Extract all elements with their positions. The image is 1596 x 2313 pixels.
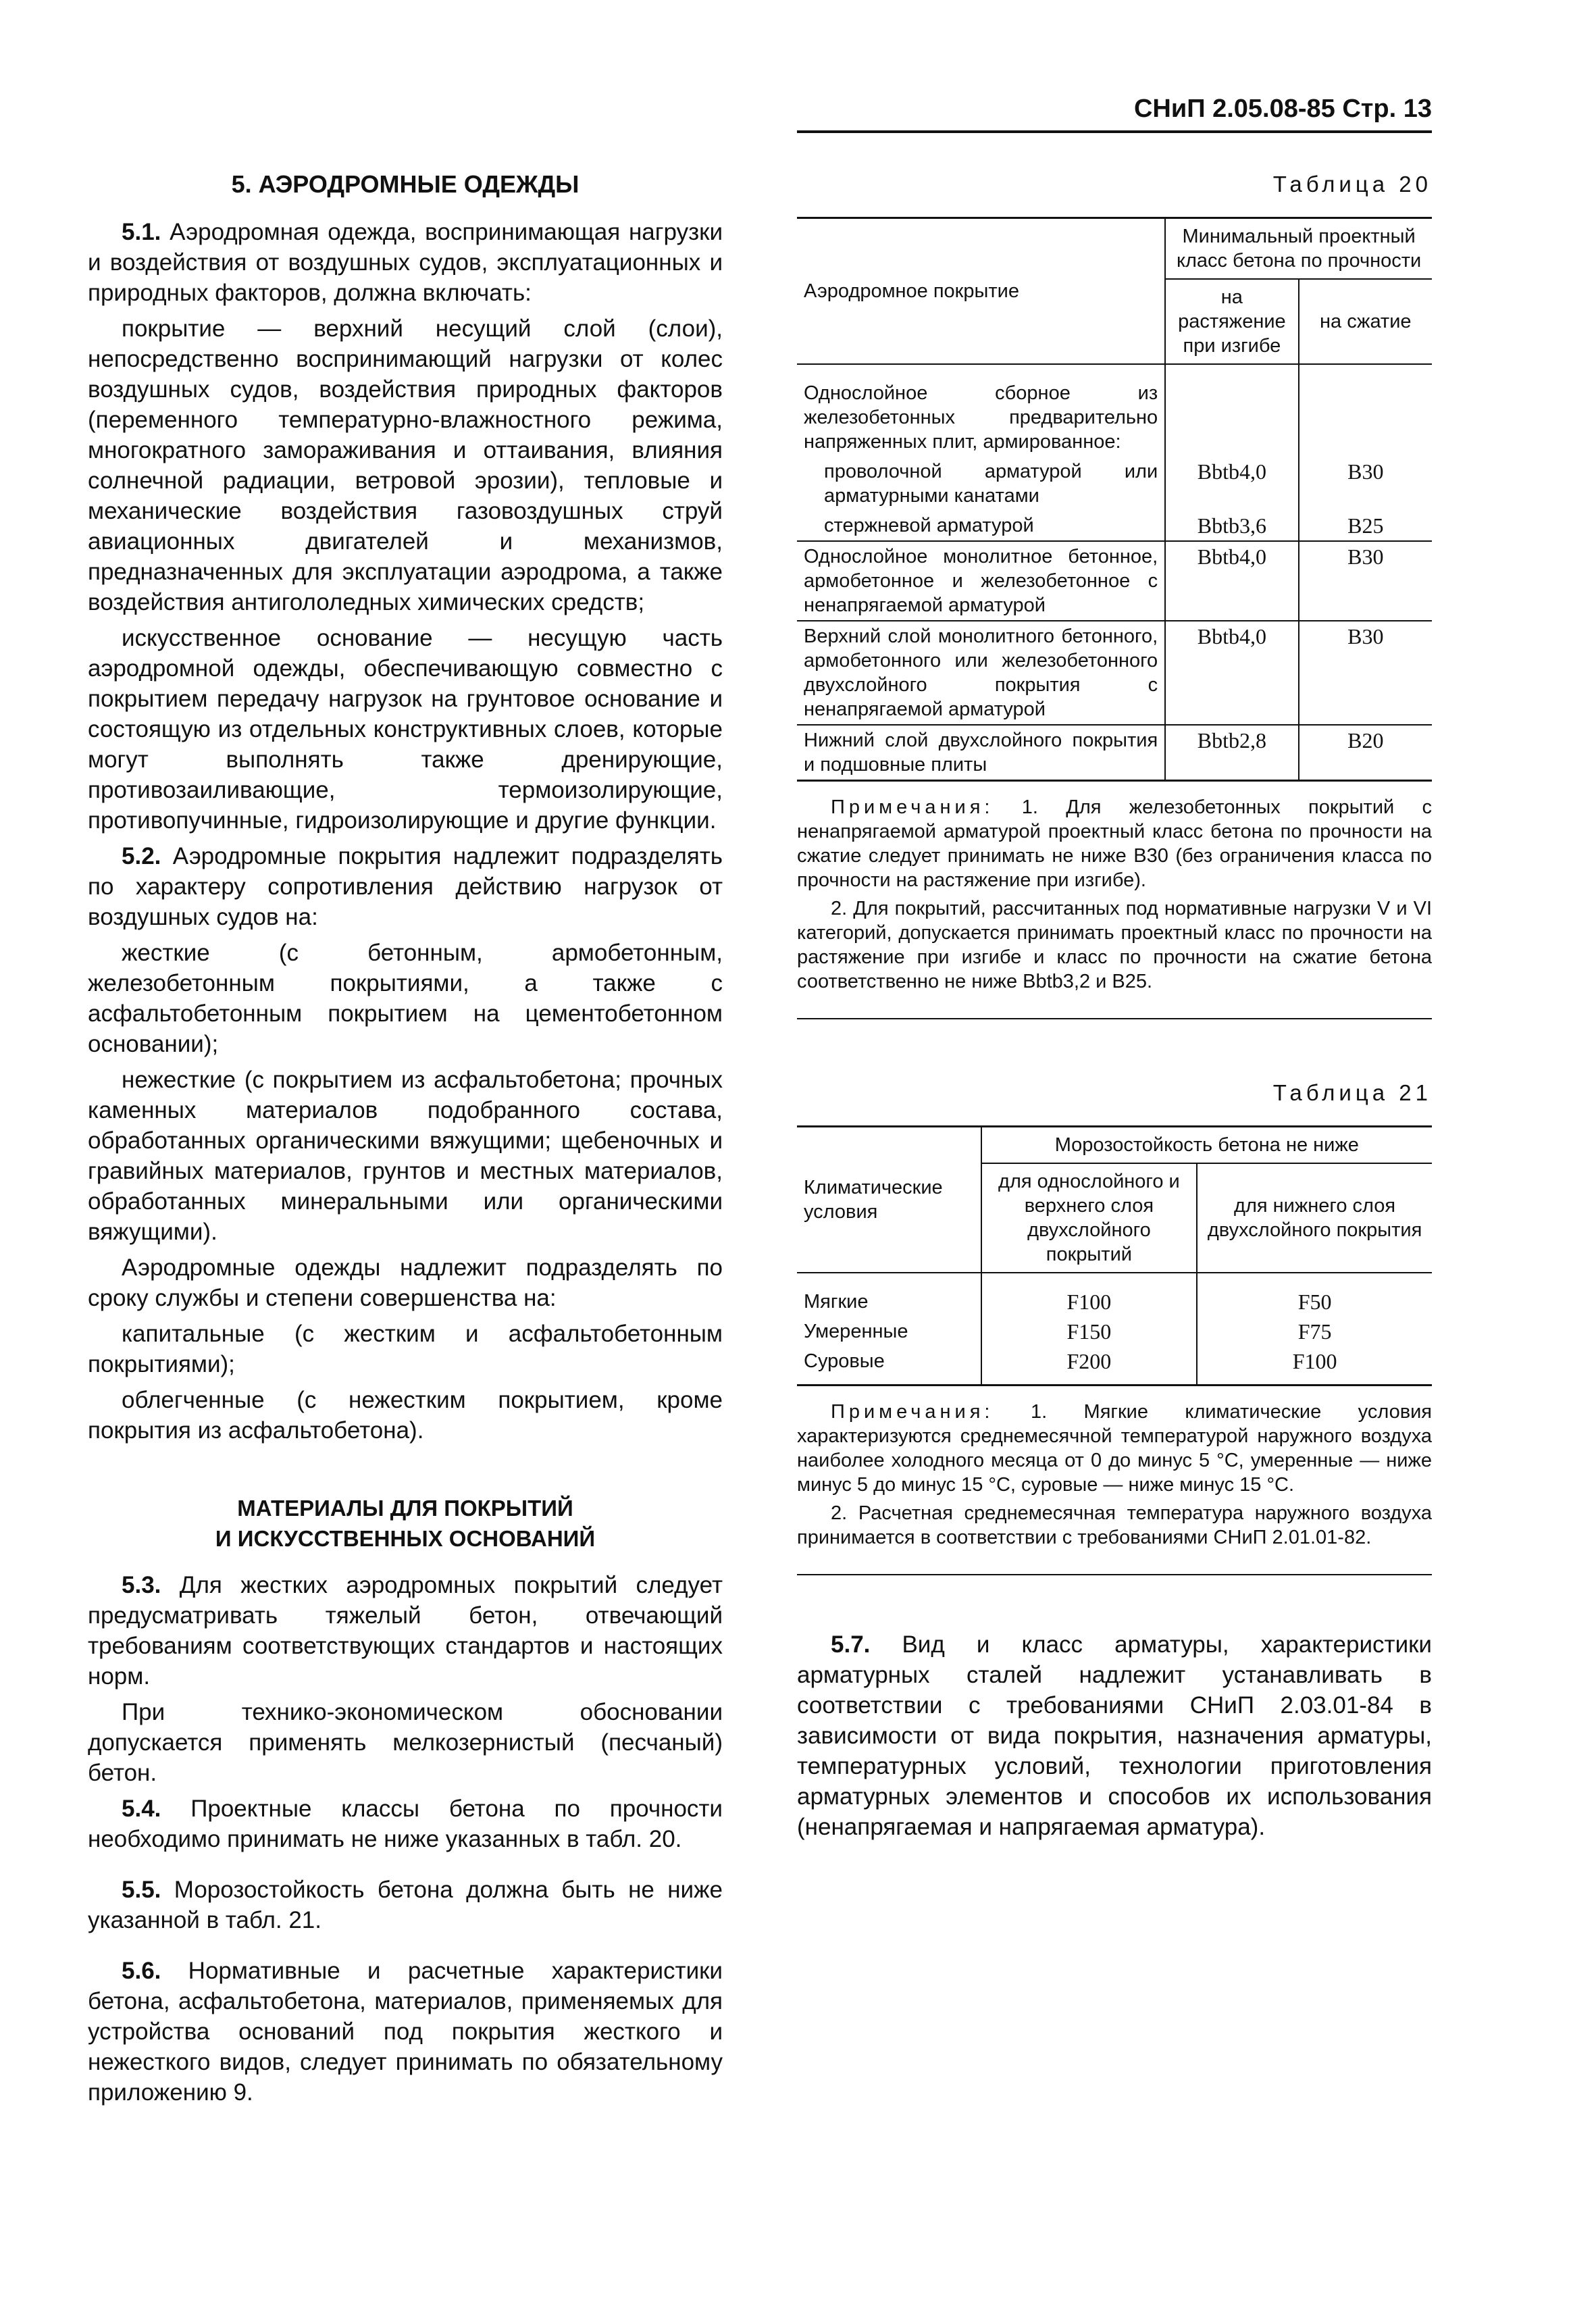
left-column: [88, 169, 723, 2113]
note-1: [797, 1400, 1432, 1497]
table-20-caption: Таблица 20: [1272, 172, 1432, 197]
subsection-title-line-1: МАТЕРИАЛЫ ДЛЯ ПОКРЫТИЙ: [237, 1496, 573, 1521]
paragraph-5-5: [88, 1875, 723, 1935]
table-cell: B30: [1299, 621, 1432, 725]
table-cell: F75: [1197, 1317, 1432, 1346]
table-cell: Bbtb4,0: [1165, 541, 1298, 621]
paragraph-5-2-d: капитальные (с жестким и асфальтобетонным покрытиями);: [88, 1321, 723, 1377]
paragraph-5-3-b: При технико-экономическом обосновании допускается применять мелкозернистый (песчаный) бетон.: [88, 1699, 723, 1786]
clause-text: Для жестких аэродромных покрытий следует предусматривать тяжелый бетон, отвечающий требованиям соответствующих стандартов и настоящих норм.: [88, 1572, 723, 1689]
table-21-notes: [797, 1400, 1432, 1550]
table-header-row: [797, 1127, 1432, 1164]
clause-number: 5.4.: [122, 1796, 161, 1822]
divider-line: [797, 1018, 1432, 1019]
clause-text: Морозостойкость бетона должна быть не ниже указанной в табл. 21.: [88, 1877, 723, 1933]
note-2: 2. Для покрытий, рассчитанных под нормативные нагрузки V и VI категорий, допускается принимать проектный класс по прочности на растяжение при изгибе и класс по прочности на сжатие бетона соответственно не ниже Bbtb3,2 и B25.: [797, 898, 1432, 992]
table-row: [797, 1273, 1432, 1317]
table-cell: Верхний слой монолитного бетонного, армобетонного или железобетонного двухслойного покрытия с ненапрягаемой арматурой: [797, 621, 1165, 725]
table-cell: [1299, 364, 1432, 457]
section-title: 5. АЭРОДРОМНЫЕ ОДЕЖДЫ: [231, 170, 580, 198]
page-header: СНиП 2.05.08-85 Стр. 13: [797, 95, 1432, 133]
table-cell: F100: [981, 1273, 1198, 1317]
table-row: [797, 1346, 1432, 1386]
table-cell: B30: [1299, 541, 1432, 621]
table-cell: Bbtb4,0: [1165, 457, 1298, 511]
table-row: [797, 457, 1432, 511]
subsection-title-line-2: И ИСКУССТВЕННЫХ ОСНОВАНИЙ: [215, 1526, 596, 1551]
table-20: [797, 217, 1432, 782]
table-cell: Нижний слой двухслойного покрытия и подшовные плиты: [797, 725, 1165, 781]
paragraph-5-2-e: облегченные (с нежестким покрытием, кроме покрытия из асфальтобетона).: [88, 1387, 723, 1444]
table-cell: Bbtb4,0: [1165, 621, 1298, 725]
paragraph-5-2-c: Аэродромные одежды надлежит подразделять по сроку службы и степени совершенства на:: [88, 1254, 723, 1311]
paragraph-5-1: [88, 217, 723, 308]
table-header-cell: для нижнего слоя двухслойного покрытия: [1197, 1163, 1432, 1273]
right-column: [797, 169, 1432, 1848]
note-text: 1. Для железобетонных покрытий с ненапрягаемой арматурой проектный класс бетона по прочности на сжатие следует принимать не ниже B30 (без ограничения класса по прочности на растяжение при изгибе).: [797, 796, 1432, 891]
paragraph-5-4: [88, 1794, 723, 1854]
note-2: 2. Расчетная среднемесячная температура наружного воздуха принимается в соответствии с требованиями СНиП 2.01.01-82.: [797, 1502, 1432, 1548]
clause-text: Аэродромные покрытия надлежит подразделять по характеру сопротивления действию нагрузок от воздушных судов на:: [88, 843, 723, 930]
clause-number: 5.1.: [122, 219, 161, 245]
paragraph-5-3: [88, 1570, 723, 1692]
table-row: [797, 541, 1432, 621]
note-label: Примечания:: [831, 1401, 994, 1423]
table-header-cell: на растяжение при изгибе: [1165, 279, 1298, 364]
paragraph-5-7: [797, 1629, 1432, 1842]
clause-text: Проектные классы бетона по прочности необходимо принимать не ниже указанных в табл. 20.: [88, 1796, 723, 1852]
paragraph-5-1-a: покрытие — верхний несущий слой (слои), непосредственно воспринимающий нагрузки от колес воздушных судов, воздействия природных факторов (переменного температурно-влажностного режима, многократного замораживания и оттаивания, влияния солнечной радиации, ветровой эрозии), тепловые и механические воздействия газовоздушных струй авиационных двигателей и механизмов, предназначенных для эксплуатации аэродрома, а также воздействия антигололедных химических средств;: [88, 315, 723, 615]
table-cell: Однослойное сборное из железобетонных предварительно напряженных плит, армированное:: [797, 364, 1165, 457]
paragraph-5-2-a: жесткие (с бетонным, армобетонным, железобетонным покрытиями, а также с асфальтобетонным покрытием на цементобетонном основании);: [88, 940, 723, 1057]
table-cell: F100: [1197, 1346, 1432, 1386]
subsection-title: [88, 1493, 723, 1554]
table-cell: F50: [1197, 1273, 1432, 1317]
note-text: 1. Мягкие климатические условия характеризуются среднемесячной температурой наружного воздуха наиболее холодного месяца от 0 до минус 5 °С, умеренные — ниже минус 5 до минус 15 °С, суровые — ниже минус 15 °С.: [797, 1401, 1433, 1496]
table-21: [797, 1125, 1432, 1386]
table-header-cell: Морозостойкость бетона не ниже: [981, 1127, 1432, 1164]
table-header-cell: Минимальный проектный класс бетона по прочности: [1165, 218, 1432, 280]
clause-number: 5.2.: [122, 843, 161, 869]
table-cell: Суровые: [797, 1346, 981, 1386]
table-cell: Bbtb2,8: [1165, 725, 1298, 781]
paragraph-5-2: [88, 841, 723, 932]
table-row: [797, 1317, 1432, 1346]
table-cell: стержневой арматурой: [797, 511, 1165, 541]
table-20-notes: [797, 795, 1432, 994]
table-header-row: [797, 218, 1432, 280]
table-row: [797, 621, 1432, 725]
clause-number: 5.7.: [831, 1631, 871, 1658]
paragraph-5-2-b: нежесткие (с покрытием из асфальтобетона; прочных каменных материалов подобранного состава, обработанных органическими вяжущими; щебеночных и гравийных материалов, грунтов и местных материалов, обработанных минеральными или органическими вяжущими).: [88, 1067, 723, 1245]
clause-number: 5.6.: [122, 1958, 161, 1984]
clause-text: Нормативные и расчетные характеристики бетона, асфальтобетона, материалов, применяемых для устройства оснований под покрытия жесткого и нежесткого видов, следует принимать по обязательному приложению 9.: [88, 1958, 723, 2106]
table-cell: B20: [1299, 725, 1432, 781]
table-header-cell: на сжатие: [1299, 279, 1432, 364]
table-cell: [1165, 364, 1298, 457]
table-cell: Bbtb3,6: [1165, 511, 1298, 541]
table-header-cell: Климатические условия: [797, 1127, 981, 1273]
paragraph-5-1-b: искусственное основание — несущую часть аэродромной одежды, обеспечивающую совместно с покрытием передачу нагрузок на грунтовое основание и состоящую из отдельных конструктивных слоев, которые могут выполнять также дренирующие, противозаиливающие, термоизолирующие, противопучинные, гидроизолирующие и другие функции.: [88, 625, 723, 834]
table-row: [797, 364, 1432, 457]
paragraph-5-6: [88, 1956, 723, 2108]
divider-line: [797, 1574, 1432, 1575]
table-cell: Умеренные: [797, 1317, 981, 1346]
table-cell: F200: [981, 1346, 1198, 1386]
table-row: [797, 725, 1432, 781]
clause-text: Аэродромная одежда, воспринимающая нагрузки и воздействия от воздушных судов, эксплуатационных и природных факторов, должна включать:: [88, 219, 723, 306]
table-cell: B25: [1299, 511, 1432, 541]
table-cell: B30: [1299, 457, 1432, 511]
table-cell: F150: [981, 1317, 1198, 1346]
note-label: Примечания:: [831, 796, 994, 818]
table-header-cell: для однослойного и верхнего слоя двухслойного покрытий: [981, 1163, 1198, 1273]
clause-number: 5.5.: [122, 1877, 161, 1903]
table-cell: Однослойное монолитное бетонное, армобетонное и железобетонное с ненапрягаемой арматурой: [797, 541, 1165, 621]
table-row: [797, 511, 1432, 541]
table-header-cell: Аэродромное покрытие: [797, 218, 1165, 365]
table-cell: Мягкие: [797, 1273, 981, 1317]
table-cell: проволочной арматурой или арматурными канатами: [797, 457, 1165, 511]
table-21-caption: Таблица 21: [1272, 1080, 1432, 1105]
clause-text: Вид и класс арматуры, характеристики арматурных сталей надлежит устанавливать в соответствии с требованиями СНиП 2.03.01-84 в зависимости от вида покрытия, назначения арматуры, температурных условий, технологии приготовления арматурных элементов и способов их использования (ненапрягаемая и напрягаемая арматура).: [797, 1631, 1432, 1840]
clause-number: 5.3.: [122, 1572, 161, 1598]
note-1: [797, 795, 1432, 892]
